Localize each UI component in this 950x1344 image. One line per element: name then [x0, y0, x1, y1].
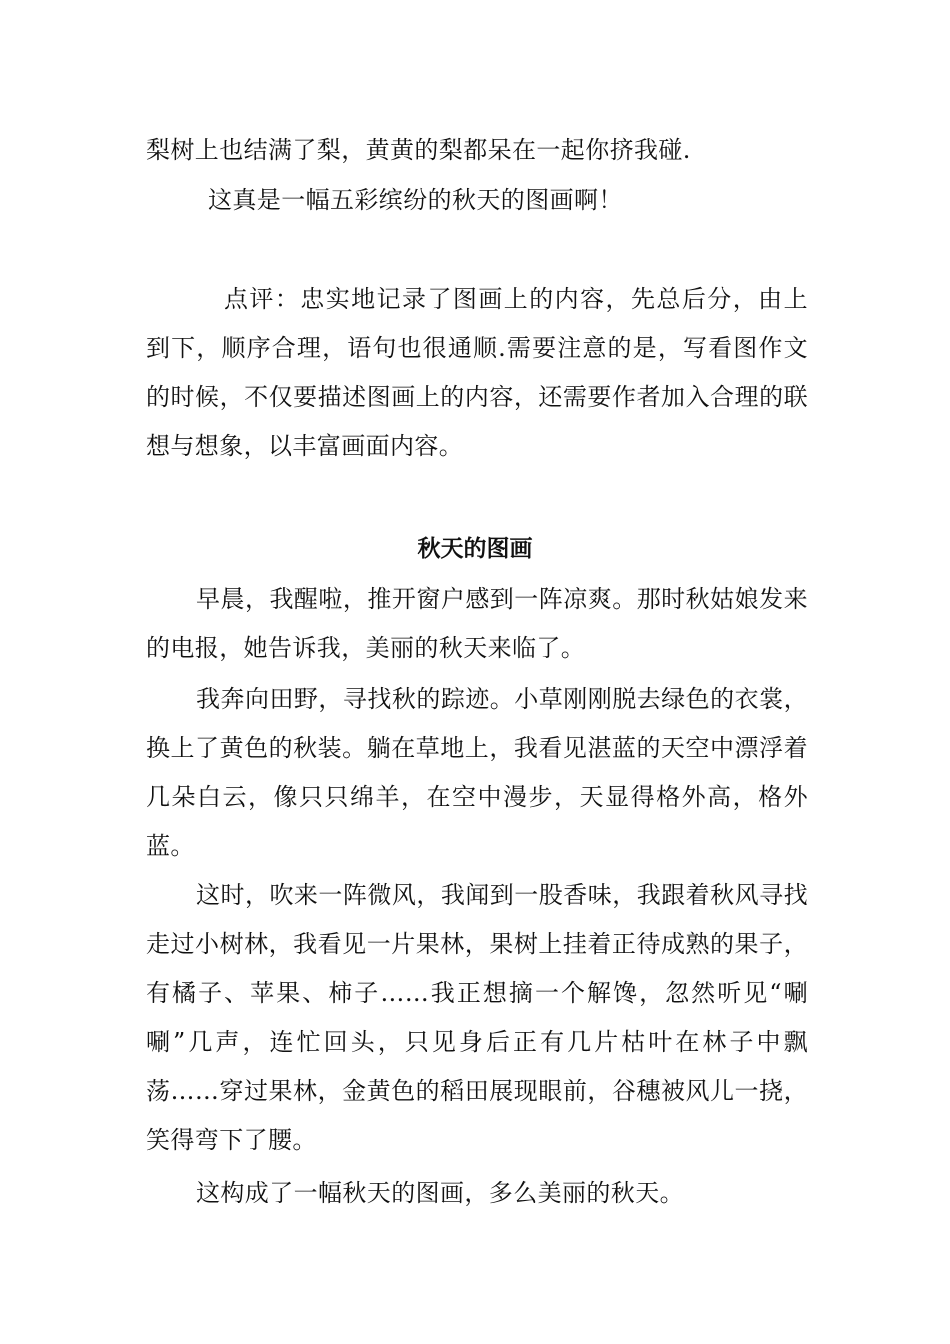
essay-paragraph-1: 早晨，我醒啦，推开窗户感到一阵凉爽。那时秋姑娘发来的电报，她告诉我，美丽的秋天来临了。	[146, 585, 808, 662]
paragraph-pear-line: 梨树上也结满了梨，黄黄的梨都呆在一起你挤我碰.	[146, 136, 691, 164]
essay-title: 秋天的图画	[417, 536, 533, 562]
essay-paragraph-2: 我奔向田野，寻找秋的踪迹。小草刚刚脱去绿色的衣裳，换上了黄色的秋装。躺在草地上，我看见湛蓝的天空中漂浮着几朵白云，像只只绵羊，在空中漫步，天显得格外高，格外蓝。	[146, 685, 808, 860]
essay-paragraph-3: 这时，吹来一阵微风，我闻到一股香味，我跟着秋风寻找走过小树林，我看见一片果林，果树上挂着正待成熟的果子，有橘子、苹果、柿子……我正想摘一个解馋，忽然听见“唰唰”几声，连忙回头，只见身后正有几片枯叶在林子中飘荡……穿过果林，金黄色的稻田展现眼前，谷穗被风儿一挠，笑得弯下了腰。	[146, 881, 808, 1154]
paragraph-conclusion: 这真是一幅五彩缤纷的秋天的图画啊！	[208, 186, 623, 214]
essay-paragraph-4: 这构成了一幅秋天的图画，多么美丽的秋天。	[196, 1179, 684, 1207]
paragraph-comment: 点评：忠实地记录了图画上的内容，先总后分，由上到下，顺序合理，语句也很通顺.需要注意的是，写看图作文的时候，不仅要描述图画上的内容，还需要作者加入合理的联想与想象，以丰富画面内容。	[146, 285, 808, 460]
